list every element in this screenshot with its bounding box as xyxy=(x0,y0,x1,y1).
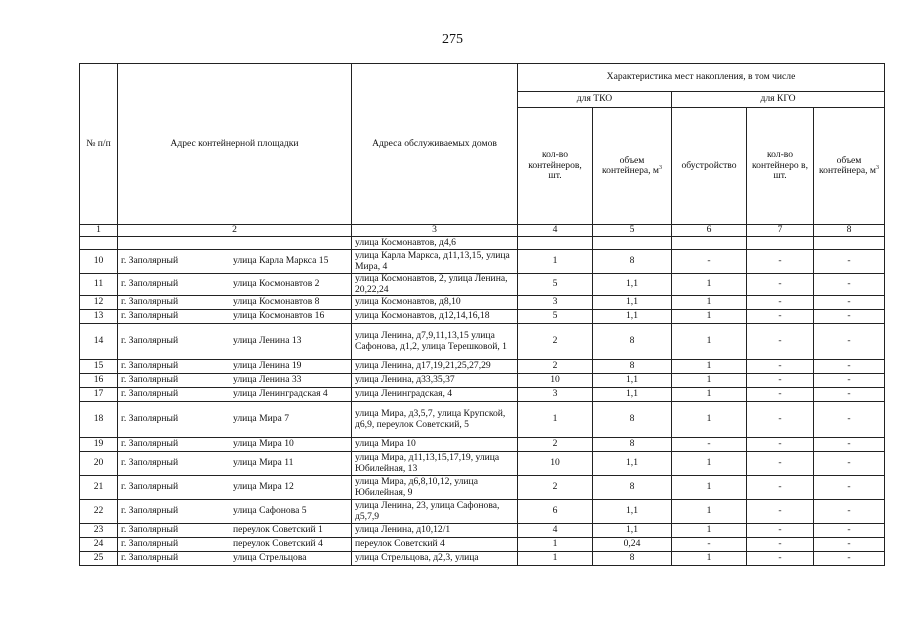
cell-kgo-volume: - xyxy=(814,360,885,374)
cell-kgo-volume: - xyxy=(814,374,885,388)
cell-kgo-equip: - xyxy=(672,438,747,452)
cell-tko-count: 3 xyxy=(518,296,593,310)
header-tko-volume-text: объем контейнера, м xyxy=(601,154,659,176)
site-city: г. Заполярный xyxy=(121,360,179,372)
site-city: г. Заполярный xyxy=(121,538,179,550)
cell-kgo-count: - xyxy=(747,538,814,552)
cell-num: 11 xyxy=(80,274,118,296)
cell-site-address xyxy=(118,402,352,438)
cell-tko-count xyxy=(518,237,593,250)
table-row xyxy=(80,324,885,360)
cell-site-address xyxy=(118,324,352,360)
cell-site-address xyxy=(118,552,352,566)
site-street: улица Ленинградская 4 xyxy=(233,388,328,400)
site-city: г. Заполярный xyxy=(121,457,179,469)
table-row xyxy=(80,538,885,552)
cell-kgo-volume xyxy=(814,237,885,250)
cell-num: 17 xyxy=(80,388,118,402)
cell-kgo-equip: 1 xyxy=(672,360,747,374)
site-city: г. Заполярный xyxy=(121,255,179,267)
cell-kgo-count: - xyxy=(747,438,814,452)
cell-houses: улица Ленина, д17,19,21,25,27,29 xyxy=(352,360,518,374)
cell-site-address xyxy=(118,538,352,552)
header-group-tko: для ТКО xyxy=(518,92,672,108)
site-city: г. Заполярный xyxy=(121,524,179,536)
cell-tko-count: 1 xyxy=(518,250,593,274)
cell-tko-volume: 1,1 xyxy=(593,500,672,524)
cell-tko-volume: 0,24 xyxy=(593,538,672,552)
cell-kgo-count: - xyxy=(747,360,814,374)
cell-kgo-equip: - xyxy=(672,538,747,552)
cell-kgo-equip: 1 xyxy=(672,374,747,388)
cell-tko-count: 2 xyxy=(518,324,593,360)
cell-kgo-volume: - xyxy=(814,500,885,524)
cell-kgo-volume: - xyxy=(814,310,885,324)
site-street: улица Карла Маркса 15 xyxy=(233,255,329,267)
cell-kgo-volume: - xyxy=(814,438,885,452)
col-number: 2 xyxy=(118,225,352,237)
cell-tko-volume: 1,1 xyxy=(593,374,672,388)
cell-kgo-equip xyxy=(672,237,747,250)
cell-houses: улица Ленина, д7,9,11,13,15 улица Сафонова, д1,2, улица Терешковой, 1 xyxy=(352,324,518,360)
cell-site-address xyxy=(118,438,352,452)
cell-kgo-count: - xyxy=(747,552,814,566)
cell-tko-count: 5 xyxy=(518,310,593,324)
table-row xyxy=(80,250,885,274)
cell-houses: улица Стрельцова, д2,3, улица xyxy=(352,552,518,566)
col-number: 4 xyxy=(518,225,593,237)
cell-kgo-volume: - xyxy=(814,388,885,402)
cell-tko-count: 10 xyxy=(518,452,593,476)
header-num: № п/п xyxy=(80,64,118,225)
cell-kgo-volume: - xyxy=(814,524,885,538)
cell-tko-volume: 8 xyxy=(593,438,672,452)
cell-houses: улица Космонавтов, д12,14,16,18 xyxy=(352,310,518,324)
cell-kgo-equip: 1 xyxy=(672,500,747,524)
cell-kgo-equip: 1 xyxy=(672,402,747,438)
site-city: г. Заполярный xyxy=(121,278,179,290)
cell-houses: улица Мира 10 xyxy=(352,438,518,452)
cell-site-address xyxy=(118,524,352,538)
cell-kgo-count: - xyxy=(747,374,814,388)
site-city: г. Заполярный xyxy=(121,388,179,400)
cell-site-address xyxy=(118,500,352,524)
site-street: улица Ленина 19 xyxy=(233,360,302,372)
table-row xyxy=(80,452,885,476)
cell-site-address xyxy=(118,374,352,388)
cell-tko-volume: 8 xyxy=(593,552,672,566)
cell-tko-volume xyxy=(593,237,672,250)
cell-num: 19 xyxy=(80,438,118,452)
unit-superscript: 3 xyxy=(659,164,662,171)
table-row xyxy=(80,524,885,538)
cell-site-address xyxy=(118,250,352,274)
cell-num: 21 xyxy=(80,476,118,500)
cell-kgo-equip: 1 xyxy=(672,552,747,566)
cell-kgo-count xyxy=(747,237,814,250)
site-city: г. Заполярный xyxy=(121,438,179,450)
cell-num: 22 xyxy=(80,500,118,524)
header-kgo-count: кол-во контейнеро в, шт. xyxy=(747,108,814,225)
cell-kgo-volume: - xyxy=(814,296,885,310)
site-city: г. Заполярный xyxy=(121,374,179,386)
cell-num: 16 xyxy=(80,374,118,388)
header-kgo-equip: обустройство xyxy=(672,108,747,225)
table-row xyxy=(80,237,885,250)
cell-houses: улица Мира, д6,8,10,12, улица Юбилейная, 9 xyxy=(352,476,518,500)
table-row xyxy=(80,310,885,324)
table-row xyxy=(80,360,885,374)
cell-tko-count: 4 xyxy=(518,524,593,538)
header-kgo-volume xyxy=(814,108,885,225)
table-row xyxy=(80,500,885,524)
cell-kgo-volume: - xyxy=(814,538,885,552)
cell-houses: улица Ленинградская, 4 xyxy=(352,388,518,402)
cell-num: 15 xyxy=(80,360,118,374)
cell-kgo-volume: - xyxy=(814,552,885,566)
site-street: улица Космонавтов 8 xyxy=(233,296,320,308)
site-city: г. Заполярный xyxy=(121,552,179,564)
cell-houses: улица Космонавтов, д8,10 xyxy=(352,296,518,310)
cell-tko-volume: 1,1 xyxy=(593,310,672,324)
col-number: 8 xyxy=(814,225,885,237)
cell-site-address xyxy=(118,360,352,374)
cell-houses: переулок Советский 4 xyxy=(352,538,518,552)
cell-kgo-volume: - xyxy=(814,274,885,296)
cell-tko-count: 6 xyxy=(518,500,593,524)
cell-kgo-equip: 1 xyxy=(672,324,747,360)
cell-tko-volume: 1,1 xyxy=(593,388,672,402)
cell-site-address xyxy=(118,310,352,324)
table-row xyxy=(80,388,885,402)
cell-tko-count: 2 xyxy=(518,476,593,500)
cell-houses: улица Ленина, д10,12/1 xyxy=(352,524,518,538)
cell-kgo-volume: - xyxy=(814,250,885,274)
site-street: улица Стрельцова xyxy=(233,552,307,564)
col-number: 7 xyxy=(747,225,814,237)
cell-kgo-volume: - xyxy=(814,402,885,438)
table-row xyxy=(80,296,885,310)
cell-kgo-equip: 1 xyxy=(672,310,747,324)
cell-site-address xyxy=(118,274,352,296)
cell-num xyxy=(80,237,118,250)
cell-tko-volume: 8 xyxy=(593,250,672,274)
col-number: 6 xyxy=(672,225,747,237)
unit-superscript: 3 xyxy=(876,164,879,171)
header-group-kgo: для КГО xyxy=(672,92,885,108)
table-body xyxy=(80,237,885,566)
cell-site-address xyxy=(118,296,352,310)
site-street: улица Ленина 13 xyxy=(233,335,302,347)
page-number: 275 xyxy=(442,32,463,47)
cell-kgo-count: - xyxy=(747,324,814,360)
cell-kgo-equip: 1 xyxy=(672,296,747,310)
cell-tko-count: 1 xyxy=(518,402,593,438)
site-street: переулок Советский 1 xyxy=(233,524,323,536)
cell-kgo-count: - xyxy=(747,274,814,296)
site-city: г. Заполярный xyxy=(121,505,179,517)
cell-tko-volume: 1,1 xyxy=(593,524,672,538)
cell-tko-volume: 8 xyxy=(593,402,672,438)
cell-tko-count: 2 xyxy=(518,360,593,374)
cell-num: 24 xyxy=(80,538,118,552)
cell-kgo-count: - xyxy=(747,402,814,438)
cell-tko-volume: 8 xyxy=(593,324,672,360)
cell-kgo-volume: - xyxy=(814,452,885,476)
cell-tko-volume: 8 xyxy=(593,360,672,374)
site-street: улица Космонавтов 16 xyxy=(233,310,325,322)
cell-num: 12 xyxy=(80,296,118,310)
cell-num: 13 xyxy=(80,310,118,324)
site-street: улица Ленина 33 xyxy=(233,374,302,386)
column-number-row xyxy=(80,225,885,237)
cell-kgo-equip: 1 xyxy=(672,524,747,538)
header-kgo-volume-text: объем контейнера, м xyxy=(818,154,876,176)
cell-houses: улица Ленина, 23, улица Сафонова, д5,7,9 xyxy=(352,500,518,524)
cell-kgo-equip: - xyxy=(672,250,747,274)
table-header xyxy=(80,64,885,237)
cell-kgo-count: - xyxy=(747,524,814,538)
cell-num: 10 xyxy=(80,250,118,274)
cell-kgo-count: - xyxy=(747,452,814,476)
cell-tko-count: 3 xyxy=(518,388,593,402)
table-row xyxy=(80,552,885,566)
site-city: г. Заполярный xyxy=(121,335,179,347)
cell-kgo-equip: 1 xyxy=(672,476,747,500)
site-street: улица Мира 7 xyxy=(233,413,290,425)
cell-num: 23 xyxy=(80,524,118,538)
header-tko-count: кол-во контейнеров, шт. xyxy=(518,108,593,225)
header-houses: Адреса обслуживаемых домов xyxy=(352,64,518,225)
cell-houses: улица Мира, д11,13,15,17,19, улица Юбилейная, 13 xyxy=(352,452,518,476)
cell-num: 20 xyxy=(80,452,118,476)
site-street: улица Мира 10 xyxy=(233,438,294,450)
cell-site-address xyxy=(118,452,352,476)
cell-kgo-count: - xyxy=(747,250,814,274)
cell-num: 14 xyxy=(80,324,118,360)
header-characteristics: Характеристика мест накопления, в том числе xyxy=(518,64,885,92)
col-number: 3 xyxy=(352,225,518,237)
cell-tko-volume: 8 xyxy=(593,476,672,500)
cell-houses: улица Ленина, д33,35,37 xyxy=(352,374,518,388)
cell-tko-count: 1 xyxy=(518,552,593,566)
cell-kgo-equip: 1 xyxy=(672,452,747,476)
cell-tko-count: 5 xyxy=(518,274,593,296)
site-street: улица Сафонова 5 xyxy=(233,505,307,517)
table-row xyxy=(80,402,885,438)
col-number: 1 xyxy=(80,225,118,237)
container-sites-table xyxy=(79,63,885,566)
cell-kgo-equip: 1 xyxy=(672,388,747,402)
site-street: переулок Советский 4 xyxy=(233,538,323,550)
cell-tko-count: 2 xyxy=(518,438,593,452)
cell-kgo-equip: 1 xyxy=(672,274,747,296)
cell-kgo-count: - xyxy=(747,500,814,524)
site-city: г. Заполярный xyxy=(121,481,179,493)
cell-kgo-count: - xyxy=(747,388,814,402)
table-row xyxy=(80,274,885,296)
header-tko-volume xyxy=(593,108,672,225)
cell-houses: улица Космонавтов, 2, улица Ленина, 20,22,24 xyxy=(352,274,518,296)
cell-tko-volume: 1,1 xyxy=(593,452,672,476)
site-city: г. Заполярный xyxy=(121,413,179,425)
header-site-address: Адрес контейнерной площадки xyxy=(118,64,352,225)
cell-site-address xyxy=(118,237,352,250)
cell-houses: улица Космонавтов, д4,6 xyxy=(352,237,518,250)
site-street: улица Мира 12 xyxy=(233,481,294,493)
table-row xyxy=(80,374,885,388)
site-street: улица Космонавтов 2 xyxy=(233,278,320,290)
cell-kgo-count: - xyxy=(747,310,814,324)
cell-kgo-count: - xyxy=(747,296,814,310)
cell-houses: улица Мира, д3,5,7, улица Крупской, д6,9, переулок Советский, 5 xyxy=(352,402,518,438)
cell-kgo-volume: - xyxy=(814,476,885,500)
cell-num: 18 xyxy=(80,402,118,438)
cell-site-address xyxy=(118,476,352,500)
table-row xyxy=(80,476,885,500)
cell-tko-volume: 1,1 xyxy=(593,296,672,310)
site-city: г. Заполярный xyxy=(121,296,179,308)
cell-kgo-count: - xyxy=(747,476,814,500)
cell-kgo-volume: - xyxy=(814,324,885,360)
cell-num: 25 xyxy=(80,552,118,566)
site-city: г. Заполярный xyxy=(121,310,179,322)
col-number: 5 xyxy=(593,225,672,237)
cell-tko-volume: 1,1 xyxy=(593,274,672,296)
cell-site-address xyxy=(118,388,352,402)
cell-tko-count: 10 xyxy=(518,374,593,388)
site-street: улица Мира 11 xyxy=(233,457,294,469)
table-row xyxy=(80,438,885,452)
cell-tko-count: 1 xyxy=(518,538,593,552)
cell-houses: улица Карла Маркса, д11,13,15, улица Мира, 4 xyxy=(352,250,518,274)
